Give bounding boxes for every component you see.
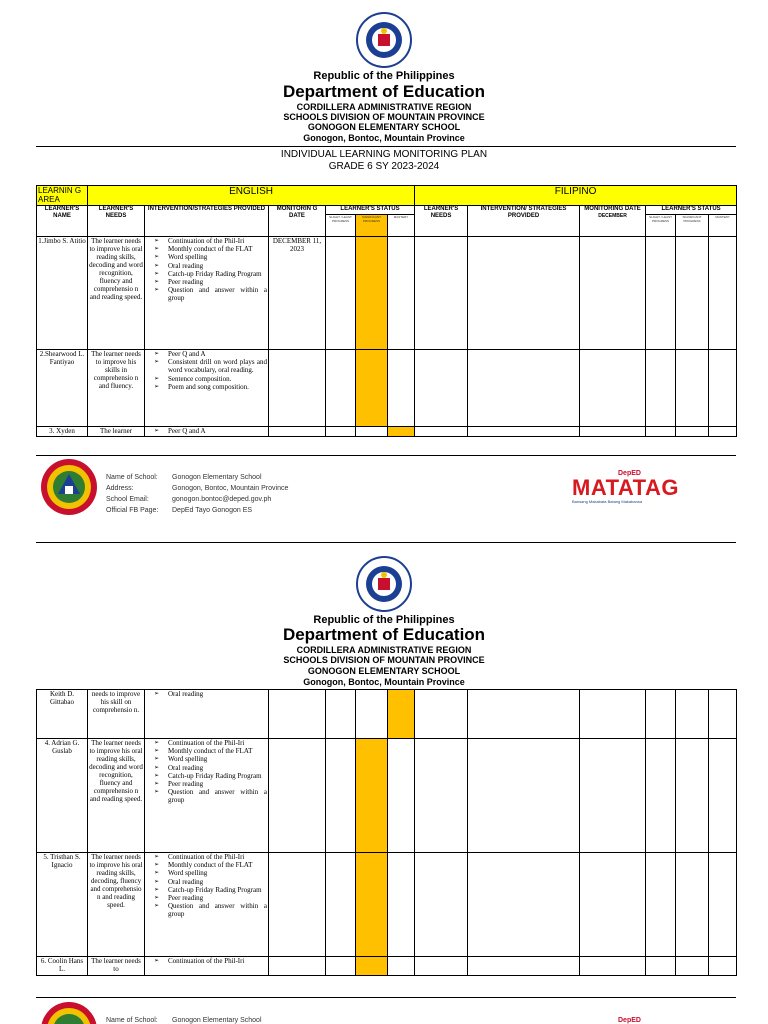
table-row xyxy=(37,427,737,437)
school-heading: GONOGON ELEMENTARY SCHOOL xyxy=(307,122,461,132)
fil-cell xyxy=(415,739,468,853)
address-heading: Gonogon, Bontoc, Mountain Province xyxy=(303,133,465,143)
school-logo-icon xyxy=(40,458,98,516)
fil-cell xyxy=(676,350,709,427)
status-cell xyxy=(388,427,415,437)
intervention-item: ➢ Continuation of the Phil-Iri xyxy=(146,853,267,861)
info-label: Name of School: xyxy=(106,1017,158,1024)
deped-seal-icon xyxy=(356,556,412,612)
fb-page-link[interactable]: DepEd Tayo Gonogon ES xyxy=(172,507,253,514)
monitoring-date xyxy=(269,957,326,976)
table-row xyxy=(37,853,737,957)
fil-cell xyxy=(580,350,646,427)
fil-cell xyxy=(646,739,676,853)
intervention-cell xyxy=(145,350,269,427)
learning-area-label: LEARNIN G AREA xyxy=(37,186,88,206)
col-monitoring-date: MONITORIN G DATE xyxy=(269,206,326,237)
status-mastery: MASTERY xyxy=(388,215,415,237)
region-heading: CORDILLERA ADMINISTRATIVE REGION xyxy=(296,645,472,655)
republic-heading: Republic of the Philippines xyxy=(313,614,455,626)
col-fil-status: LEARNER'S STATUS xyxy=(646,206,737,215)
fil-cell xyxy=(415,350,468,427)
footer-page-1 xyxy=(0,458,768,538)
status-cell xyxy=(388,957,415,976)
intervention-item: ➢ Catch-up Friday Rading Program xyxy=(146,886,267,894)
status-cell xyxy=(326,957,356,976)
status-significant: SIGNIFICANT PROGRESS xyxy=(356,215,388,237)
status-cell xyxy=(326,350,356,427)
fil-cell xyxy=(646,690,676,739)
status-cell xyxy=(356,739,388,853)
fil-cell xyxy=(646,237,676,350)
school-email-link[interactable]: gonogon.bontoc@deped.gov.ph xyxy=(172,496,272,503)
header-divider xyxy=(36,146,736,147)
status-cell xyxy=(356,957,388,976)
info-value: Gonogon Elementary School xyxy=(172,1017,262,1024)
deped-seal-icon xyxy=(356,12,412,68)
intervention-cell xyxy=(145,690,269,739)
fil-status-significant: SIGNIFICANT PROGRESS xyxy=(676,215,709,237)
matatag-tagline: Bansang Makabata Batang Makabansa xyxy=(572,499,643,504)
status-cell xyxy=(388,853,415,957)
intervention-item: ➢ Oral reading xyxy=(146,878,267,886)
status-cell xyxy=(326,739,356,853)
fil-cell xyxy=(468,957,580,976)
intervention-item: ➢ Question and answer within a group xyxy=(146,286,267,302)
status-least: SLIGHT / LEAST PROGRESS xyxy=(326,215,356,237)
fil-cell xyxy=(580,957,646,976)
learner-needs: The learner needs to improve his oral reading skills, decoding, fluency and comprehensio n and reading speed. xyxy=(88,853,145,957)
matatag-logo xyxy=(572,470,712,504)
intervention-item: ➢ Poem and song composition. xyxy=(146,383,267,391)
fil-cell xyxy=(580,853,646,957)
monitoring-date xyxy=(269,853,326,957)
fil-cell xyxy=(580,237,646,350)
monitoring-date xyxy=(269,350,326,427)
matatag-wordmark: MATATAG xyxy=(572,475,679,500)
page-break-divider xyxy=(36,542,736,543)
fil-date-sub: DECEMBER xyxy=(598,213,627,219)
fil-cell xyxy=(709,427,737,437)
english-section-header: ENGLISH xyxy=(88,186,415,206)
footer-page-2 xyxy=(0,1001,768,1024)
fil-cell xyxy=(580,690,646,739)
fil-cell xyxy=(646,957,676,976)
intervention-item: ➢ Question and answer within a group xyxy=(146,902,267,918)
school-info xyxy=(106,472,288,516)
col-fil-date xyxy=(580,206,646,237)
col-learner-needs: LEARNER'S NEEDS xyxy=(88,206,145,237)
monitoring-date xyxy=(269,739,326,853)
fil-cell xyxy=(468,690,580,739)
intervention-item: ➢ Monthly conduct of the FLAT xyxy=(146,747,267,755)
status-cell xyxy=(356,427,388,437)
intervention-cell xyxy=(145,237,269,350)
intervention-item: ➢ Oral reading xyxy=(146,690,267,698)
col-learner-status: LEARNER'S STATUS xyxy=(326,206,415,215)
fil-cell xyxy=(646,427,676,437)
fil-cell xyxy=(580,739,646,853)
intervention-item: ➢ Peer reading xyxy=(146,780,267,788)
school-heading: GONOGON ELEMENTARY SCHOOL xyxy=(307,666,461,676)
intervention-item: ➢ Peer Q and A xyxy=(146,427,267,435)
fil-date-label: MONITORING DATE xyxy=(584,206,641,212)
fil-cell xyxy=(709,237,737,350)
learner-needs: The learner needs to improve his oral reading skills, decoding and word recognition, fluency and comprehensio n and reading speed. xyxy=(88,237,145,350)
fil-cell xyxy=(676,739,709,853)
footer-divider xyxy=(36,997,736,998)
fil-status-least: SLIGHT / LEAST PROGRESS xyxy=(646,215,676,237)
school-logo-icon xyxy=(40,1001,98,1024)
department-heading: Department of Education xyxy=(282,625,486,644)
fil-cell xyxy=(468,350,580,427)
status-cell xyxy=(326,427,356,437)
region-heading: CORDILLERA ADMINISTRATIVE REGION xyxy=(296,102,472,112)
intervention-item: ➢ Peer reading xyxy=(146,278,267,286)
info-label: School Email: xyxy=(106,496,149,503)
col-fil-needs: LEARNER'S NEEDS xyxy=(415,206,468,237)
status-cell xyxy=(356,853,388,957)
republic-heading: Republic of the Philippines xyxy=(313,70,455,82)
table-row xyxy=(37,237,737,350)
intervention-item: ➢ Peer Q and A xyxy=(146,350,267,358)
learner-name: 1.Jimbo S. Atitio xyxy=(37,237,88,350)
fil-cell xyxy=(415,690,468,739)
monitoring-table-page-2 xyxy=(36,689,737,976)
intervention-item: ➢ Continuation of the Phil-Iri xyxy=(146,237,267,245)
status-cell xyxy=(388,350,415,427)
grade-title: GRADE 6 SY 2023-2024 xyxy=(328,161,440,172)
address-heading: Gonogon, Bontoc, Mountain Province xyxy=(303,677,465,687)
intervention-item: ➢ Sentence composition. xyxy=(146,375,267,383)
monitoring-table-page-1 xyxy=(36,185,737,437)
intervention-item: ➢ Oral reading xyxy=(146,262,267,270)
fil-cell xyxy=(415,237,468,350)
learner-name: Keith D. Gittabao xyxy=(37,690,88,739)
intervention-item: ➢ Word spelling xyxy=(146,755,267,763)
status-cell xyxy=(326,853,356,957)
intervention-item: ➢ Consistent drill on word plays and word vocabulary, oral reading. xyxy=(146,358,267,374)
monitoring-date xyxy=(269,427,326,437)
fil-status-mastery: MASTERY xyxy=(709,215,737,237)
fil-cell xyxy=(468,853,580,957)
fil-cell xyxy=(580,427,646,437)
fil-cell xyxy=(468,427,580,437)
intervention-item: ➢ Question and answer within a group xyxy=(146,788,267,804)
fil-cell xyxy=(468,739,580,853)
monitoring-date xyxy=(269,690,326,739)
learner-needs: The learner needs to improve his skills in comprehensio n and fluency. xyxy=(88,350,145,427)
school-info xyxy=(106,1015,262,1024)
col-intervention: INTERVENTION/STRATEGIES PROVIDED xyxy=(145,206,269,237)
fil-cell xyxy=(709,690,737,739)
fil-cell xyxy=(646,853,676,957)
table-row xyxy=(37,350,737,427)
fil-cell xyxy=(676,690,709,739)
fil-cell xyxy=(415,853,468,957)
fil-cell xyxy=(415,427,468,437)
learner-name: 5. Tristhan S. Ignacio xyxy=(37,853,88,957)
status-cell xyxy=(326,237,356,350)
status-cell xyxy=(388,237,415,350)
monitoring-date: DECEMBER 11, 2023 xyxy=(269,237,326,350)
intervention-cell xyxy=(145,739,269,853)
fil-cell xyxy=(646,350,676,427)
intervention-item: ➢ Word spelling xyxy=(146,869,267,877)
intervention-item: ➢ Catch-up Friday Rading Program xyxy=(146,270,267,278)
filipino-section-header: FILIPINO xyxy=(415,186,737,206)
info-label: Name of School: xyxy=(106,474,158,481)
table-row xyxy=(37,739,737,853)
fil-cell xyxy=(676,853,709,957)
learner-needs: The learner needs to xyxy=(88,957,145,976)
fil-cell xyxy=(709,853,737,957)
fil-cell xyxy=(676,237,709,350)
intervention-item: ➢ Peer reading xyxy=(146,894,267,902)
fil-cell xyxy=(709,739,737,853)
intervention-item: ➢ Oral reading xyxy=(146,764,267,772)
learner-name: 4. Adrian G. Guslab xyxy=(37,739,88,853)
intervention-item: ➢ Catch-up Friday Rading Program xyxy=(146,772,267,780)
intervention-item: ➢ Word spelling xyxy=(146,253,267,261)
deped-label: DepED xyxy=(618,1017,641,1024)
fil-cell xyxy=(676,957,709,976)
matatag-logo xyxy=(572,1017,712,1024)
col-fil-intervention: INTERVENTION/ STRATEGIES PROVIDED xyxy=(468,206,580,237)
intervention-cell xyxy=(145,427,269,437)
intervention-item: ➢ Monthly conduct of the FLAT xyxy=(146,245,267,253)
intervention-item: ➢ Continuation of the Phil-Iri xyxy=(146,957,267,965)
learner-name: 3. Xyden xyxy=(37,427,88,437)
col-learner-name: LEARNER'S NAME xyxy=(37,206,88,237)
learner-name: 6. Coolin Hans L. xyxy=(37,957,88,976)
table-row xyxy=(37,690,737,739)
status-cell xyxy=(356,690,388,739)
status-cell xyxy=(388,690,415,739)
fil-cell xyxy=(676,427,709,437)
plan-title: INDIVIDUAL LEARNING MONITORING PLAN xyxy=(280,149,488,160)
learner-name: 2.Shearwood L. Fantiyao xyxy=(37,350,88,427)
deped-label: DepED xyxy=(618,470,641,477)
division-heading: SCHOOLS DIVISION OF MOUNTAIN PROVINCE xyxy=(283,655,485,665)
info-value: Gonogon, Bontoc, Mountain Province xyxy=(172,485,289,492)
intervention-cell xyxy=(145,957,269,976)
fil-cell xyxy=(709,350,737,427)
intervention-item: ➢ Continuation of the Phil-Iri xyxy=(146,739,267,747)
status-cell xyxy=(356,350,388,427)
learner-needs: needs to improve his skill on comprehensio n. xyxy=(88,690,145,739)
info-value: Gonogon Elementary School xyxy=(172,474,262,481)
fil-cell xyxy=(468,237,580,350)
learner-needs: The learner needs to improve his oral reading skills, decoding and word recognition, fluency and comprehensio n and reading speed. xyxy=(88,739,145,853)
info-label: Address: xyxy=(106,485,134,492)
footer-divider xyxy=(36,455,736,456)
status-cell xyxy=(326,690,356,739)
department-heading: Department of Education xyxy=(282,82,486,101)
fil-cell xyxy=(709,957,737,976)
fil-cell xyxy=(415,957,468,976)
intervention-cell xyxy=(145,853,269,957)
division-heading: SCHOOLS DIVISION OF MOUNTAIN PROVINCE xyxy=(283,112,485,122)
info-label: Official FB Page: xyxy=(106,507,159,514)
intervention-item: ➢ Monthly conduct of the FLAT xyxy=(146,861,267,869)
table-row xyxy=(37,957,737,976)
status-cell xyxy=(356,237,388,350)
learner-needs: The learner xyxy=(88,427,145,437)
status-cell xyxy=(388,739,415,853)
